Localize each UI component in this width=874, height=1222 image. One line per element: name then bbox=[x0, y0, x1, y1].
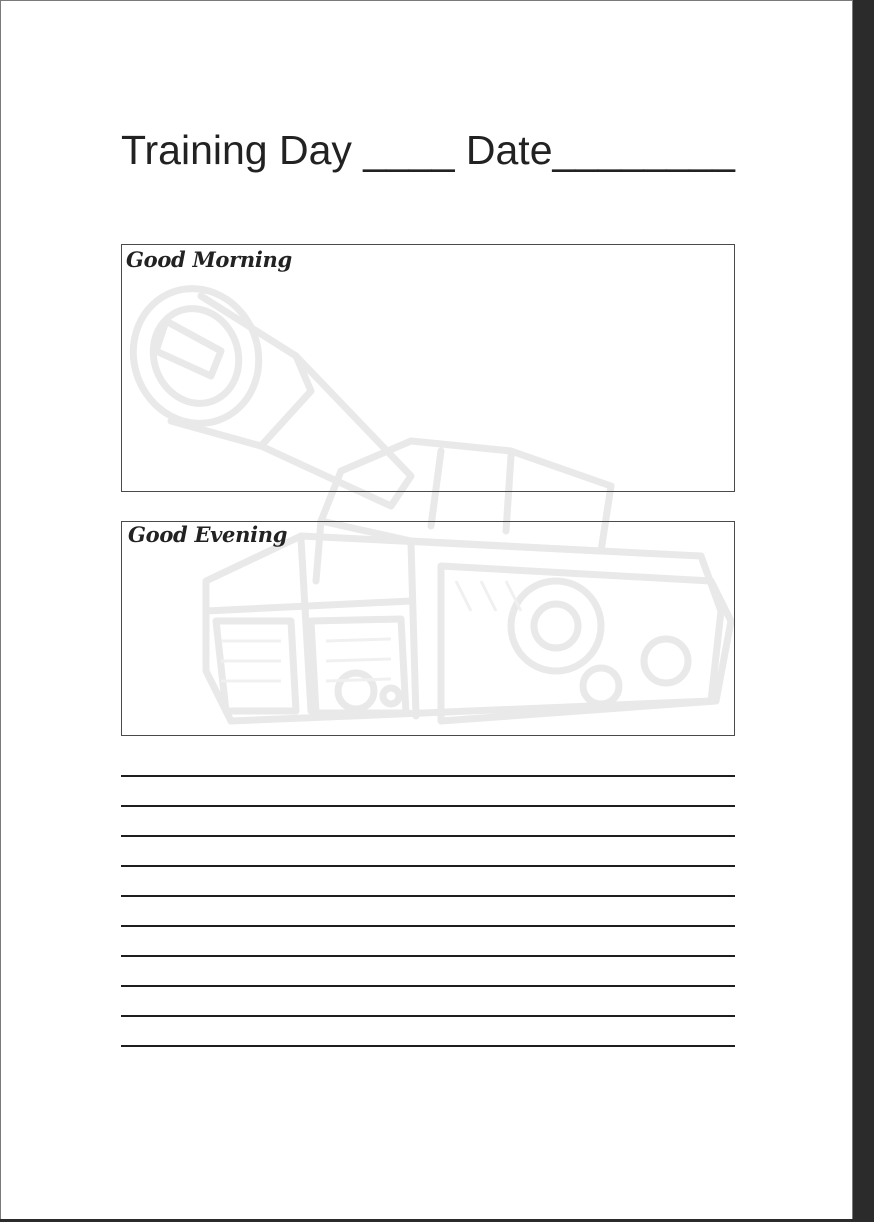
good-morning-label: Good Morning bbox=[126, 247, 292, 272]
writing-line bbox=[121, 805, 735, 807]
good-morning-box[interactable] bbox=[121, 244, 735, 492]
writing-line bbox=[121, 865, 735, 867]
good-evening-label: Good Evening bbox=[128, 522, 288, 547]
writing-line bbox=[121, 925, 735, 927]
writing-line bbox=[121, 985, 735, 987]
writing-line bbox=[121, 1015, 735, 1017]
writing-line bbox=[121, 835, 735, 837]
writing-line bbox=[121, 775, 735, 777]
writing-line bbox=[121, 895, 735, 897]
page-title: Training Day ____ Date________ bbox=[121, 127, 735, 173]
good-evening-box[interactable] bbox=[121, 521, 735, 736]
page-shadow-right bbox=[853, 0, 874, 1222]
writing-lines[interactable] bbox=[121, 775, 735, 1075]
writing-line bbox=[121, 1045, 735, 1047]
writing-line bbox=[121, 955, 735, 957]
